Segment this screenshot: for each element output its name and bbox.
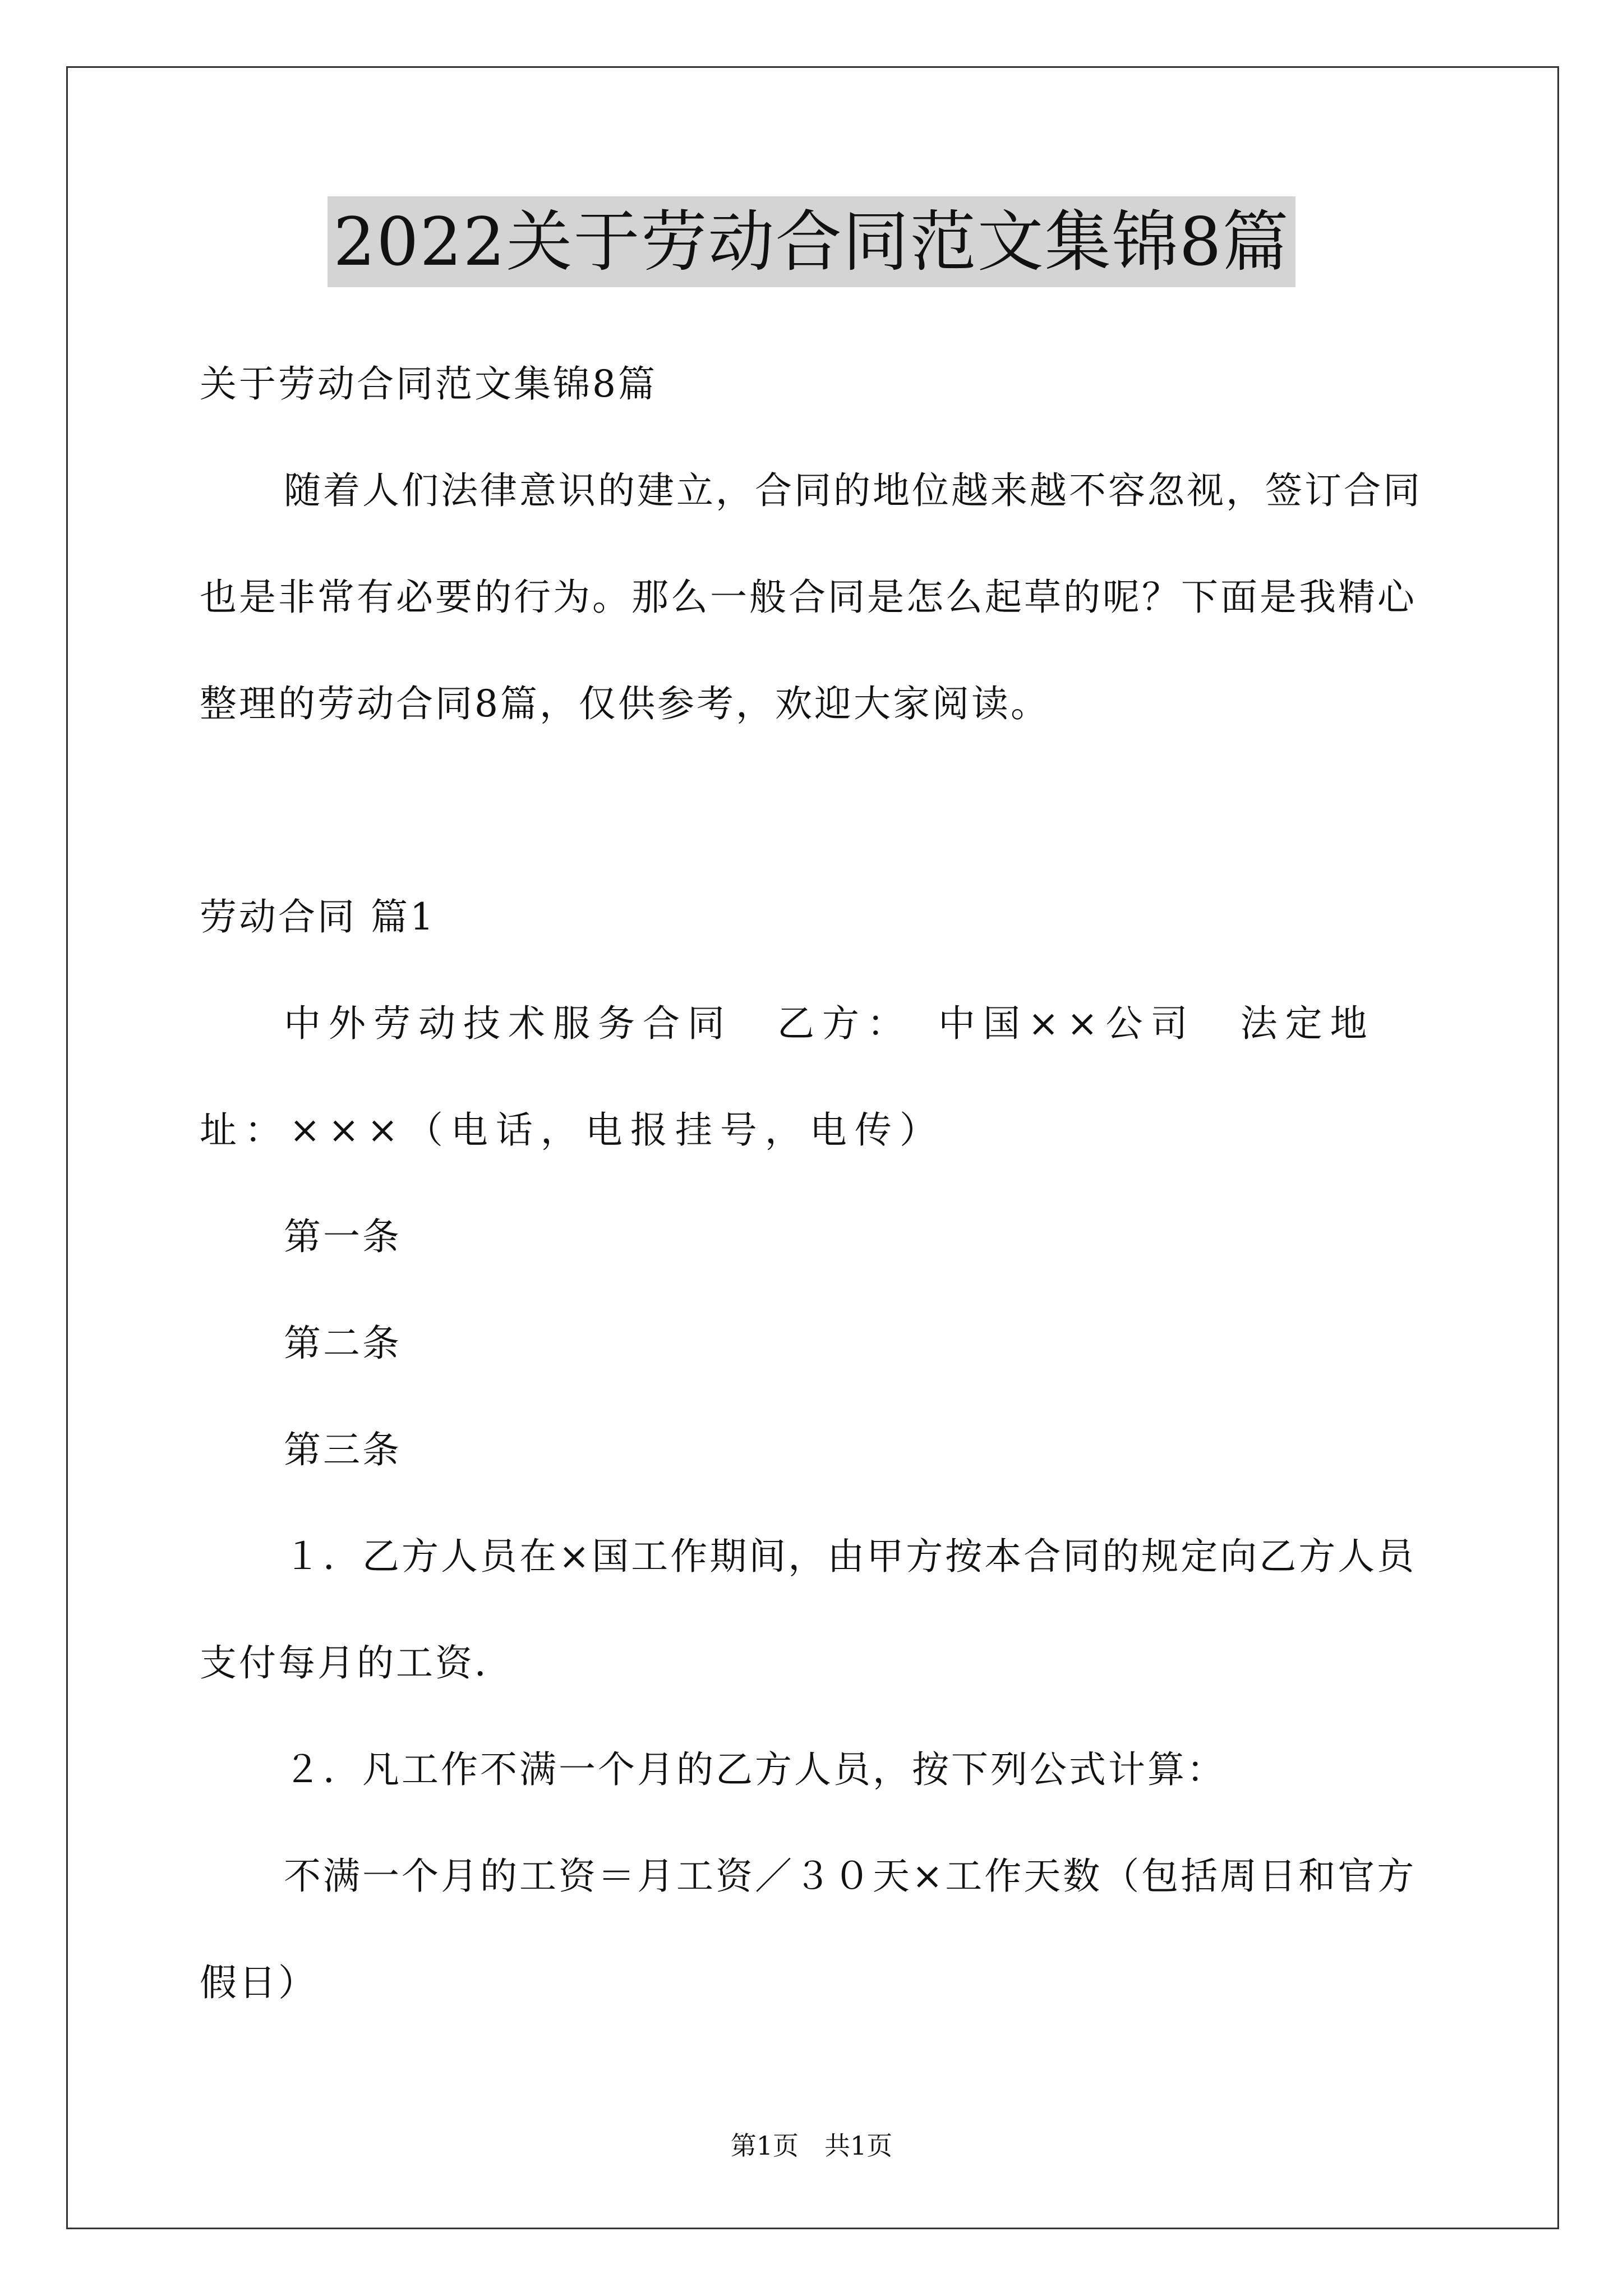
salary-formula-paragraph: 不满一个月的工资＝月工资／３０天×工作天数（包括周日和官方假日）	[200, 1855, 1417, 2004]
title-container	[0, 196, 1623, 287]
article-three: 第三条	[284, 1428, 402, 1471]
document-body	[200, 331, 1428, 2036]
article-one: 第一条	[284, 1215, 402, 1258]
document-title: 2022关于劳动合同范文集锦8篇	[328, 196, 1295, 287]
section-heading: 劳动合同 篇1	[200, 895, 436, 938]
page-footer: 第1页 共1页	[730, 2131, 893, 2161]
intro-paragraph: 随着人们法律意识的建立，合同的地位越来越不容忽视，签订合同也是非常有必要的行为。那么一般合同是怎么起草的呢？下面是我精心整理的劳动合同8篇，仅供参考，欢迎大家阅读。	[200, 469, 1422, 725]
spacer	[200, 757, 1428, 864]
clause-two-paragraph: ２．凡工作不满一个月的乙方人员，按下列公式计算：	[284, 1748, 1226, 1791]
document-subtitle: 关于劳动合同范文集锦8篇	[200, 362, 657, 406]
contract-parties-paragraph: 中外劳动技术服务合同 乙方： 中国××公司 法定地址：×××（电话，电报挂号，电传）	[200, 1002, 1375, 1152]
article-two: 第二条	[284, 1322, 402, 1365]
clause-one-paragraph: １．乙方人员在×国工作期间，由甲方按本合同的规定向乙方人员支付每月的工资．	[200, 1535, 1417, 1685]
